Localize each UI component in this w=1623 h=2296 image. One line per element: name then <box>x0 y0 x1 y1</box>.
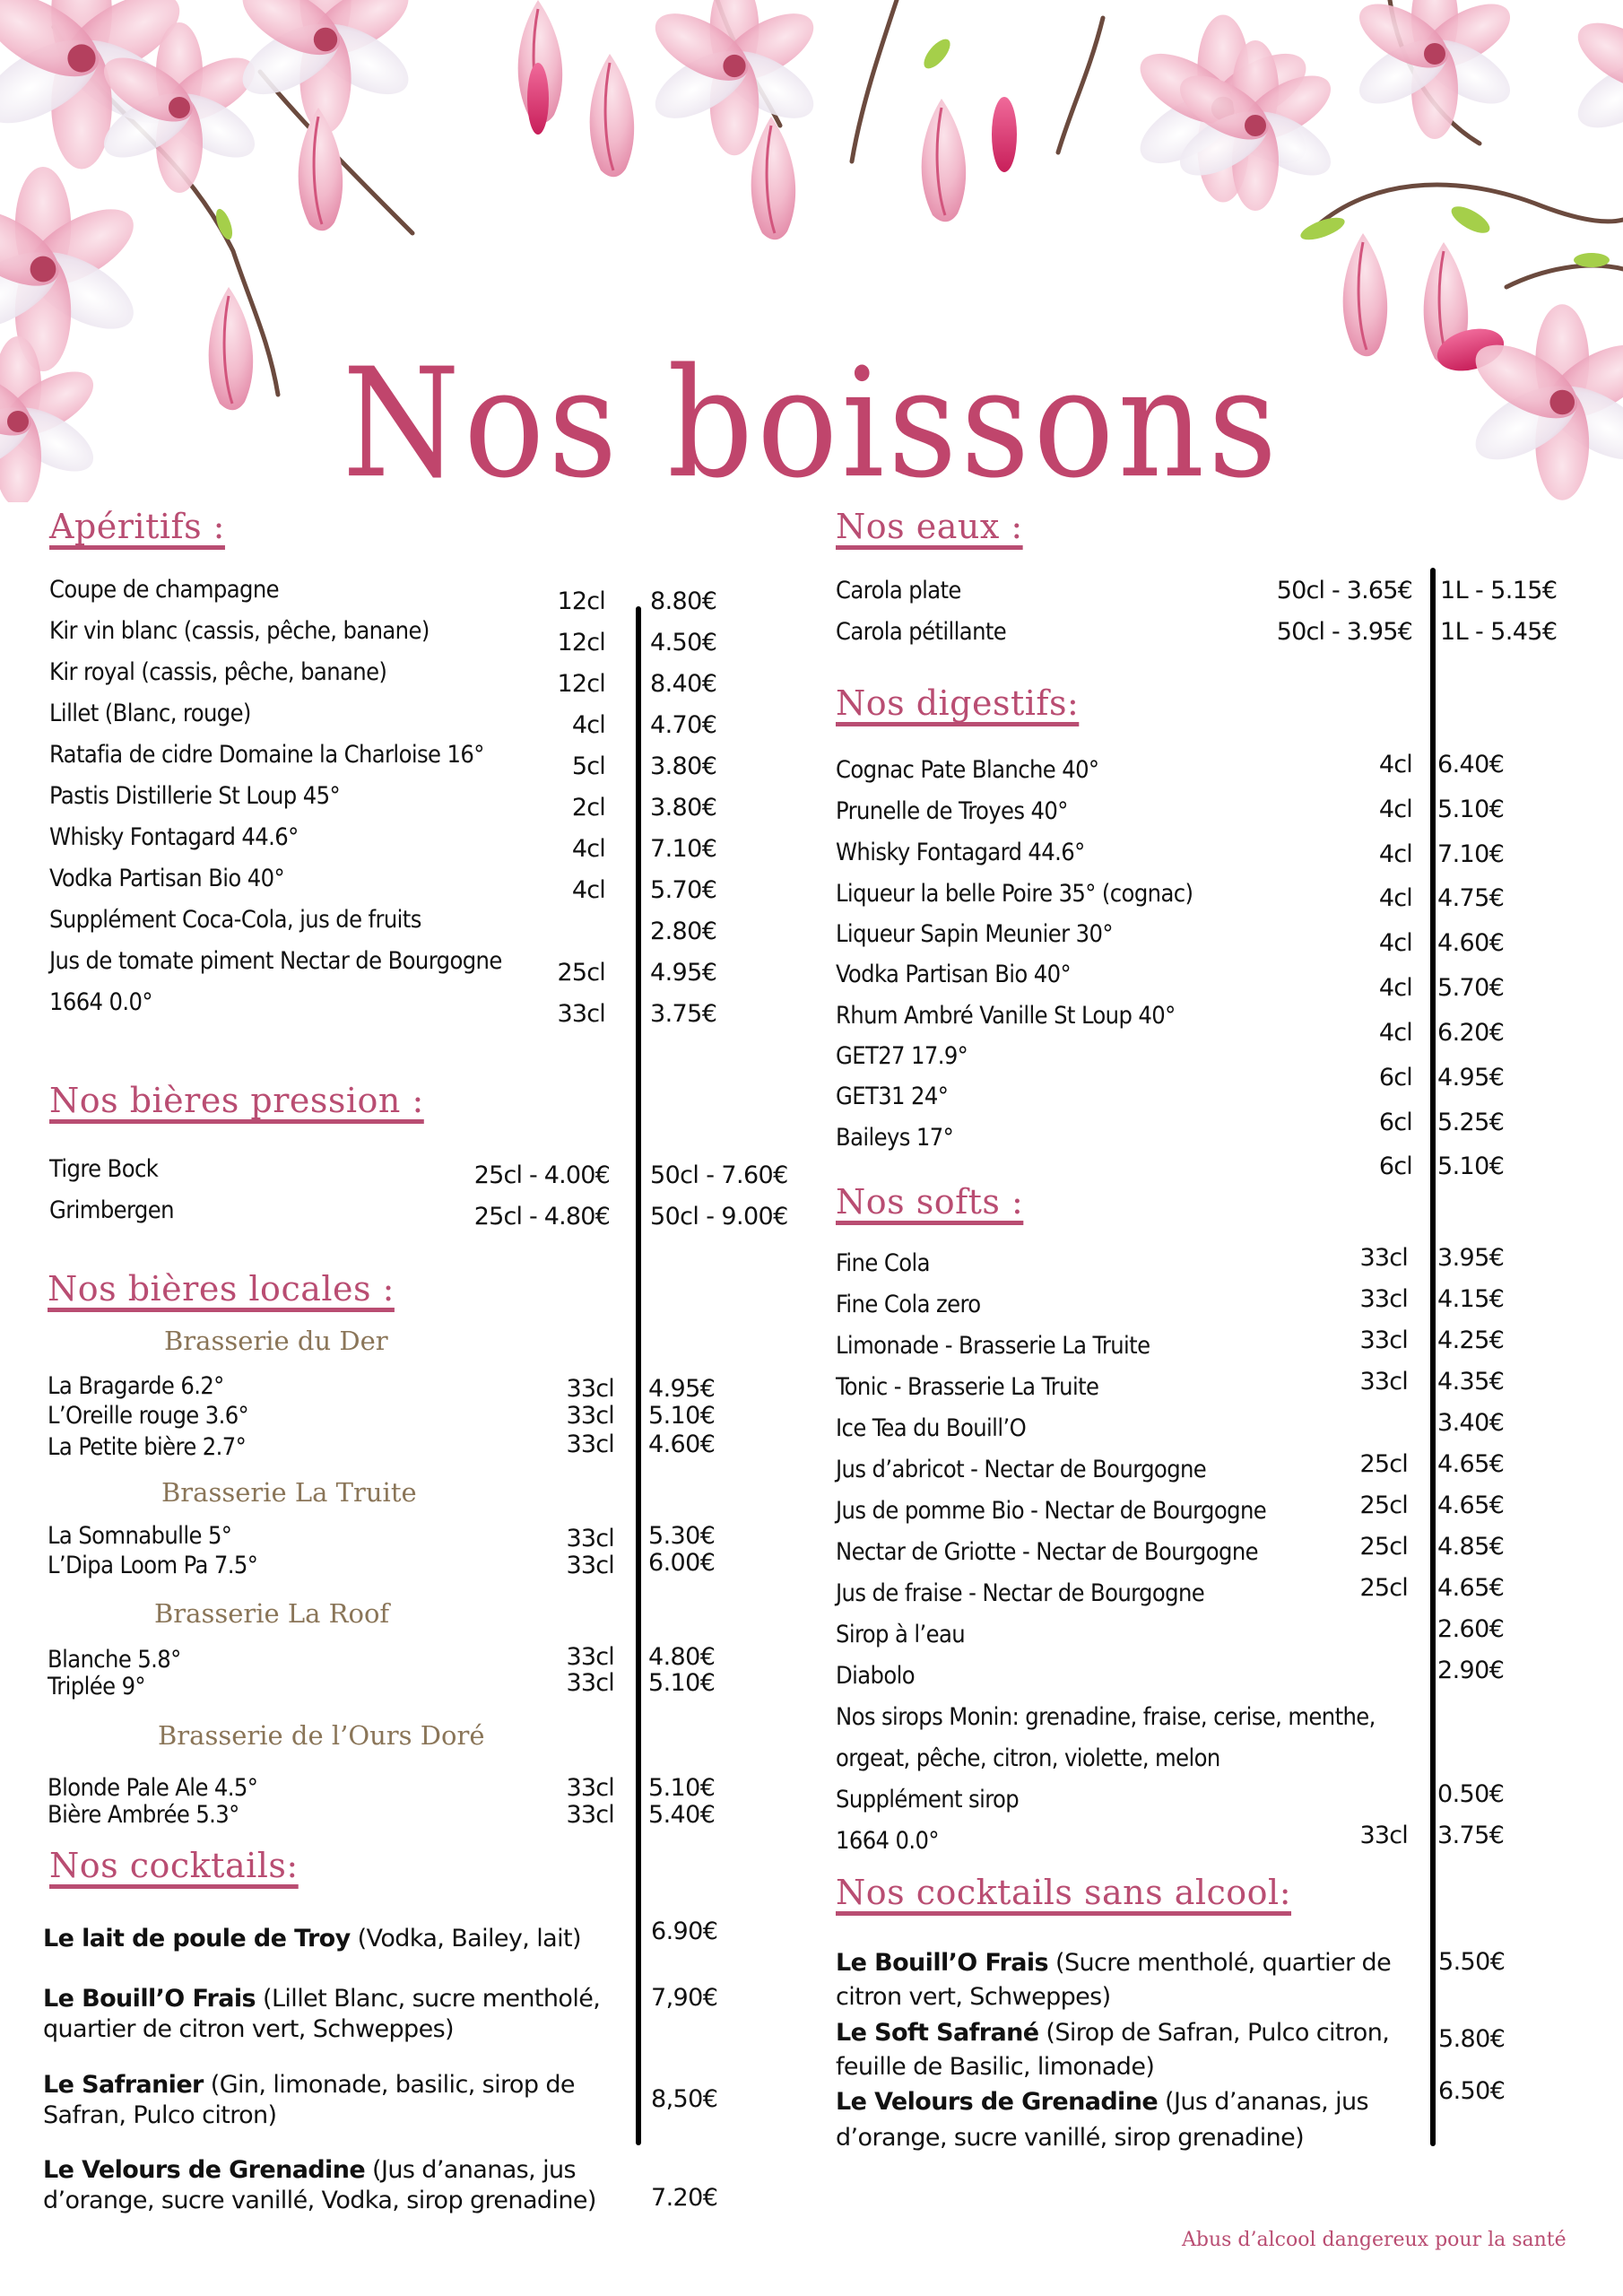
list-item-name: Jus de fraise - Nectar de Bourgogne <box>836 1579 1205 1607</box>
list-item-volume: 33cl <box>566 1801 614 1829</box>
list-item-name: Triplée 9° <box>48 1673 145 1700</box>
list-item-name: Sirop à l’eau <box>836 1621 966 1648</box>
list-item-price: 5.10€ <box>648 1669 716 1697</box>
list-item-price: 6.00€ <box>648 1549 716 1577</box>
list-item-volume: 33cl <box>566 1525 614 1552</box>
list-item-price: 5.10€ <box>1437 796 1505 823</box>
list-item-price: 8.40€ <box>650 670 717 698</box>
list-item-volume: 4cl <box>1378 751 1412 778</box>
section-heading-aperitifs: Apéritifs : <box>49 507 225 546</box>
list-item-price: 7.10€ <box>1437 840 1505 868</box>
list-item-name: Kir vin blanc (cassis, pêche, banane) <box>49 617 430 645</box>
list-item-volume: 33cl <box>1359 1244 1408 1272</box>
list-item-volume: 33cl <box>1359 1822 1408 1849</box>
list-item-price: 5.10€ <box>648 1402 716 1430</box>
list-item-price: 7,90€ <box>651 1984 718 2012</box>
list-item-volume: 25cl <box>1359 1492 1408 1519</box>
list-item-price: 4.95€ <box>650 959 717 987</box>
list-item-name: Vodka Partisan Bio 40° <box>836 961 1072 988</box>
list-item-name: Nos sirops Monin: grenadine, fraise, cerise, menthe, <box>836 1703 1376 1731</box>
list-item-name: Prunelle de Troyes 40° <box>836 797 1068 825</box>
list-item-price: 4.75€ <box>1437 884 1505 912</box>
list-item-name: 1664 0.0° <box>836 1827 939 1855</box>
list-item-price: 0.50€ <box>1437 1780 1505 1808</box>
list-item-price: 4.35€ <box>1437 1368 1505 1396</box>
list-item-name: La Bragarde 6.2° <box>48 1372 224 1400</box>
list-item-volume: 4cl <box>1378 929 1412 957</box>
cocktail-name: Le Velours de Grenadine <box>43 2156 366 2184</box>
list-item-price: 4.65€ <box>1437 1450 1505 1478</box>
right-column-divider <box>1430 568 1436 2146</box>
list-item-volume: 6cl <box>1378 1064 1412 1091</box>
list-item-name: Pastis Distillerie St Loup 45° <box>49 782 340 810</box>
list-item-name: La Petite bière 2.7° <box>48 1433 247 1461</box>
brasserie-heading: Brasserie du Der <box>164 1326 388 1356</box>
list-item-name: Jus de pomme Bio - Nectar de Bourgogne <box>836 1497 1267 1525</box>
list-item-price: 6.50€ <box>1438 2077 1506 2105</box>
section-heading-digestifs: Nos digestifs: <box>836 683 1080 723</box>
list-item-price: 4.80€ <box>648 1643 716 1671</box>
list-item-price: 5.40€ <box>648 1801 716 1829</box>
list-item-price: 8,50€ <box>651 2085 718 2113</box>
section-heading-eaux: Nos eaux : <box>836 507 1023 546</box>
section-heading-cocktails: Nos cocktails: <box>49 1846 299 1885</box>
cocktail-name: Le Bouill’O Frais <box>43 1985 256 2013</box>
list-item-name: Rhum Ambré Vanille St Loup 40° <box>836 1002 1176 1030</box>
list-item-name: Limonade - Brasserie La Truite <box>836 1332 1150 1360</box>
list-item-volume: 33cl <box>1359 1326 1408 1354</box>
cocktail-description: (Gin, limonade, basilic, sirop de Safran, Pulco citron) <box>43 2071 575 2129</box>
list-item-volume: 33cl <box>566 1643 614 1671</box>
cocktail-item <box>43 2070 599 2131</box>
list-item-price: 6.90€ <box>651 1918 718 1945</box>
cocktail-item <box>43 2155 617 2216</box>
list-item-name: Jus d’abricot - Nectar de Bourgogne <box>836 1456 1207 1483</box>
list-item-name: Tonic - Brasserie La Truite <box>836 1373 1099 1401</box>
list-item-price: 6.40€ <box>1437 751 1505 778</box>
list-item-volume: 4cl <box>571 876 605 904</box>
list-item-price: 3.75€ <box>650 1000 717 1028</box>
cocktail-name: Le Bouill’O Frais <box>836 1949 1049 1977</box>
cocktail-description: (Sirop de Safran, Pulco citron, feuille de Basilic, limonade) <box>836 2019 1390 2081</box>
list-item-volume: 5cl <box>571 752 605 780</box>
cocktail-description: (Vodka, Bailey, lait) <box>350 1925 581 1952</box>
cocktail-item <box>836 1946 1428 2014</box>
list-item-price: 2.90€ <box>1437 1657 1505 1684</box>
list-item-name: Ice Tea du Bouill’O <box>836 1414 1027 1442</box>
list-item-small-price: 50cl - 3.65€ <box>1276 577 1412 604</box>
section-heading-bieres-locales: Nos bières locales : <box>48 1269 395 1309</box>
list-item-volume: 33cl <box>557 1000 605 1028</box>
list-item-name: GET31 24° <box>836 1083 949 1110</box>
list-item-price: 8.80€ <box>650 587 717 615</box>
list-item-price: 7.10€ <box>650 835 717 863</box>
section-heading-softs: Nos softs : <box>836 1182 1024 1222</box>
list-item-name: GET27 17.9° <box>836 1042 968 1070</box>
list-item-name: Bière Ambrée 5.3° <box>48 1801 239 1829</box>
list-item-large-price: 50cl - 9.00€ <box>650 1203 788 1231</box>
list-item-volume: 4cl <box>1378 796 1412 823</box>
list-item-volume: 4cl <box>1378 840 1412 868</box>
list-item-name: Blanche 5.8° <box>48 1646 181 1674</box>
brasserie-heading: Brasserie La Roof <box>154 1598 390 1629</box>
section-heading-cocktails-sans-alcool: Nos cocktails sans alcool: <box>836 1873 1292 1912</box>
left-column-divider <box>636 606 641 2145</box>
list-item-price: 3.80€ <box>650 794 717 822</box>
list-item-price: 4.15€ <box>1437 1285 1505 1313</box>
list-item-volume: 4cl <box>571 835 605 863</box>
list-item-volume: 2cl <box>571 794 605 822</box>
list-item-small-price: 25cl - 4.00€ <box>473 1161 610 1189</box>
list-item-large-price: 50cl - 7.60€ <box>650 1161 788 1189</box>
list-item-name: Fine Cola zero <box>836 1291 981 1318</box>
list-item-price: 5.80€ <box>1438 2025 1506 2053</box>
list-item-small-price: 50cl - 3.95€ <box>1276 618 1412 646</box>
list-item-name: Carola plate <box>836 577 961 604</box>
list-item-price: 5.10€ <box>1437 1152 1505 1180</box>
list-item-price: 4.25€ <box>1437 1326 1505 1354</box>
list-item-price: 4.60€ <box>648 1431 716 1458</box>
list-item-volume: 33cl <box>566 1552 614 1579</box>
list-item-name: Ratafia de cidre Domaine la Charloise 16° <box>49 741 484 769</box>
list-item-name: Lillet (Blanc, rouge) <box>49 700 251 727</box>
list-item-name: L’Dipa Loom Pa 7.5° <box>48 1552 258 1579</box>
brasserie-heading: Brasserie de l’Ours Doré <box>158 1720 485 1751</box>
list-item-volume: 33cl <box>566 1402 614 1430</box>
list-item-name: Supplément sirop <box>836 1786 1020 1813</box>
list-item-name: Carola pétillante <box>836 618 1007 646</box>
list-item-volume: 6cl <box>1378 1152 1412 1180</box>
list-item-price: 4.65€ <box>1437 1492 1505 1519</box>
list-item-volume: 12cl <box>557 670 605 698</box>
list-item-volume: 33cl <box>566 1375 614 1403</box>
brasserie-heading: Brasserie La Truite <box>161 1477 417 1508</box>
list-item-name: Liqueur la belle Poire 35° (cognac) <box>836 880 1193 908</box>
list-item-volume: 33cl <box>566 1669 614 1697</box>
list-item-name: Vodka Partisan Bio 40° <box>49 865 285 892</box>
list-item-volume: 12cl <box>557 629 605 657</box>
list-item-price: 3.75€ <box>1437 1822 1505 1849</box>
list-item-volume: 25cl <box>557 959 605 987</box>
cocktail-description: (Jus d’ananas, jus d’orange, sucre vanillé, Vodka, sirop grenadine) <box>43 2156 596 2214</box>
cocktail-description: (Sucre mentholé, quartier de citron vert, Schweppes) <box>836 1949 1392 2011</box>
health-warning: Abus d’alcool dangereux pour la santé <box>1182 2229 1567 2251</box>
list-item-name: Nectar de Griotte - Nectar de Bourgogne <box>836 1538 1258 1566</box>
list-item-price: 5.10€ <box>648 1774 716 1802</box>
cocktail-item <box>836 2016 1419 2084</box>
list-item-volume: 25cl <box>1359 1574 1408 1602</box>
cocktail-name: Le Safranier <box>43 2071 204 2099</box>
list-item-volume: 33cl <box>1359 1285 1408 1313</box>
list-item-volume: 33cl <box>566 1431 614 1458</box>
list-item-volume: 33cl <box>1359 1368 1408 1396</box>
cocktail-description: (Lillet Blanc, sucre mentholé, quartier de citron vert, Schweppes) <box>43 1985 601 2043</box>
cocktail-name: Le Velours de Grenadine <box>836 2088 1159 2116</box>
list-item-name: Baileys 17° <box>836 1124 954 1152</box>
list-item-volume: 33cl <box>566 1774 614 1802</box>
list-item-volume: 4cl <box>1378 974 1412 1002</box>
list-item-price: 5.70€ <box>650 876 717 904</box>
list-item-name: Jus de tomate piment Nectar de Bourgogne <box>49 947 502 975</box>
list-item-price: 2.60€ <box>1437 1615 1505 1643</box>
cocktail-item <box>43 1984 644 2045</box>
list-item-name: Cognac Pate Blanche 40° <box>836 756 1099 784</box>
list-item-volume: 6cl <box>1378 1109 1412 1136</box>
list-item-volume: 4cl <box>571 711 605 739</box>
list-item-price: 4.50€ <box>650 629 717 657</box>
list-item-name: Liqueur Sapin Meunier 30° <box>836 920 1113 948</box>
cocktail-description: (Jus d’ananas, jus d’orange, sucre vanillé, sirop grenadine) <box>836 2088 1368 2152</box>
list-item-price: 3.40€ <box>1437 1409 1505 1437</box>
list-item-price: 4.95€ <box>1437 1064 1505 1091</box>
list-item-name: Tigre Bock <box>49 1155 159 1183</box>
section-heading-bieres-pression: Nos bières pression : <box>49 1081 424 1120</box>
list-item-volume: 12cl <box>557 587 605 615</box>
list-item-name: Supplément Coca-Cola, jus de fruits <box>49 906 421 934</box>
list-item-price: 4.95€ <box>648 1375 716 1403</box>
list-item-name: Whisky Fontagard 44.6° <box>49 823 299 851</box>
list-item-name: L’Oreille rouge 3.6° <box>48 1402 249 1430</box>
list-item-large-price: 1L - 5.15€ <box>1440 577 1558 604</box>
list-item-volume: 25cl <box>1359 1533 1408 1561</box>
list-item-price: 5.30€ <box>648 1522 716 1550</box>
list-item-price: 5.25€ <box>1437 1109 1505 1136</box>
list-item-price: 5.50€ <box>1438 1948 1506 1976</box>
list-item-price: 4.70€ <box>650 711 717 739</box>
list-item-volume: 4cl <box>1378 1019 1412 1047</box>
list-item-volume: 4cl <box>1378 884 1412 912</box>
list-item-volume: 25cl <box>1359 1450 1408 1478</box>
list-item-name: Diabolo <box>836 1662 916 1690</box>
list-item-price: 2.80€ <box>650 918 717 945</box>
list-item-price: 4.60€ <box>1437 929 1505 957</box>
list-item-price: 3.80€ <box>650 752 717 780</box>
list-item-name: La Somnabulle 5° <box>48 1522 232 1550</box>
cocktail-name: Le lait de poule de Troy <box>43 1925 351 1952</box>
list-item-price: 3.95€ <box>1437 1244 1505 1272</box>
list-item-price: 6.20€ <box>1437 1019 1505 1047</box>
cocktail-item <box>836 2084 1401 2156</box>
cocktail-name: Le Soft Safrané <box>836 2019 1039 2047</box>
list-item-price: 4.65€ <box>1437 1574 1505 1602</box>
list-item-small-price: 25cl - 4.80€ <box>473 1203 610 1231</box>
list-item-name: Coupe de champagne <box>49 576 279 604</box>
list-item-name: Kir royal (cassis, pêche, banane) <box>49 658 387 686</box>
list-item-name: 1664 0.0° <box>49 988 152 1016</box>
cocktail-item <box>43 1924 635 1954</box>
list-item-name: Blonde Pale Ale 4.5° <box>48 1774 258 1802</box>
list-item-name: Fine Cola <box>836 1249 930 1277</box>
list-item-name: Grimbergen <box>49 1196 174 1224</box>
list-item-price: 7.20€ <box>651 2184 718 2212</box>
list-item-price: 4.85€ <box>1437 1533 1505 1561</box>
list-item-large-price: 1L - 5.45€ <box>1440 618 1558 646</box>
page-title: Nos boissons <box>342 336 1281 511</box>
list-item-name: orgeat, pêche, citron, violette, melon <box>836 1744 1220 1772</box>
list-item-name: Whisky Fontagard 44.6° <box>836 839 1085 866</box>
list-item-price: 5.70€ <box>1437 974 1505 1002</box>
